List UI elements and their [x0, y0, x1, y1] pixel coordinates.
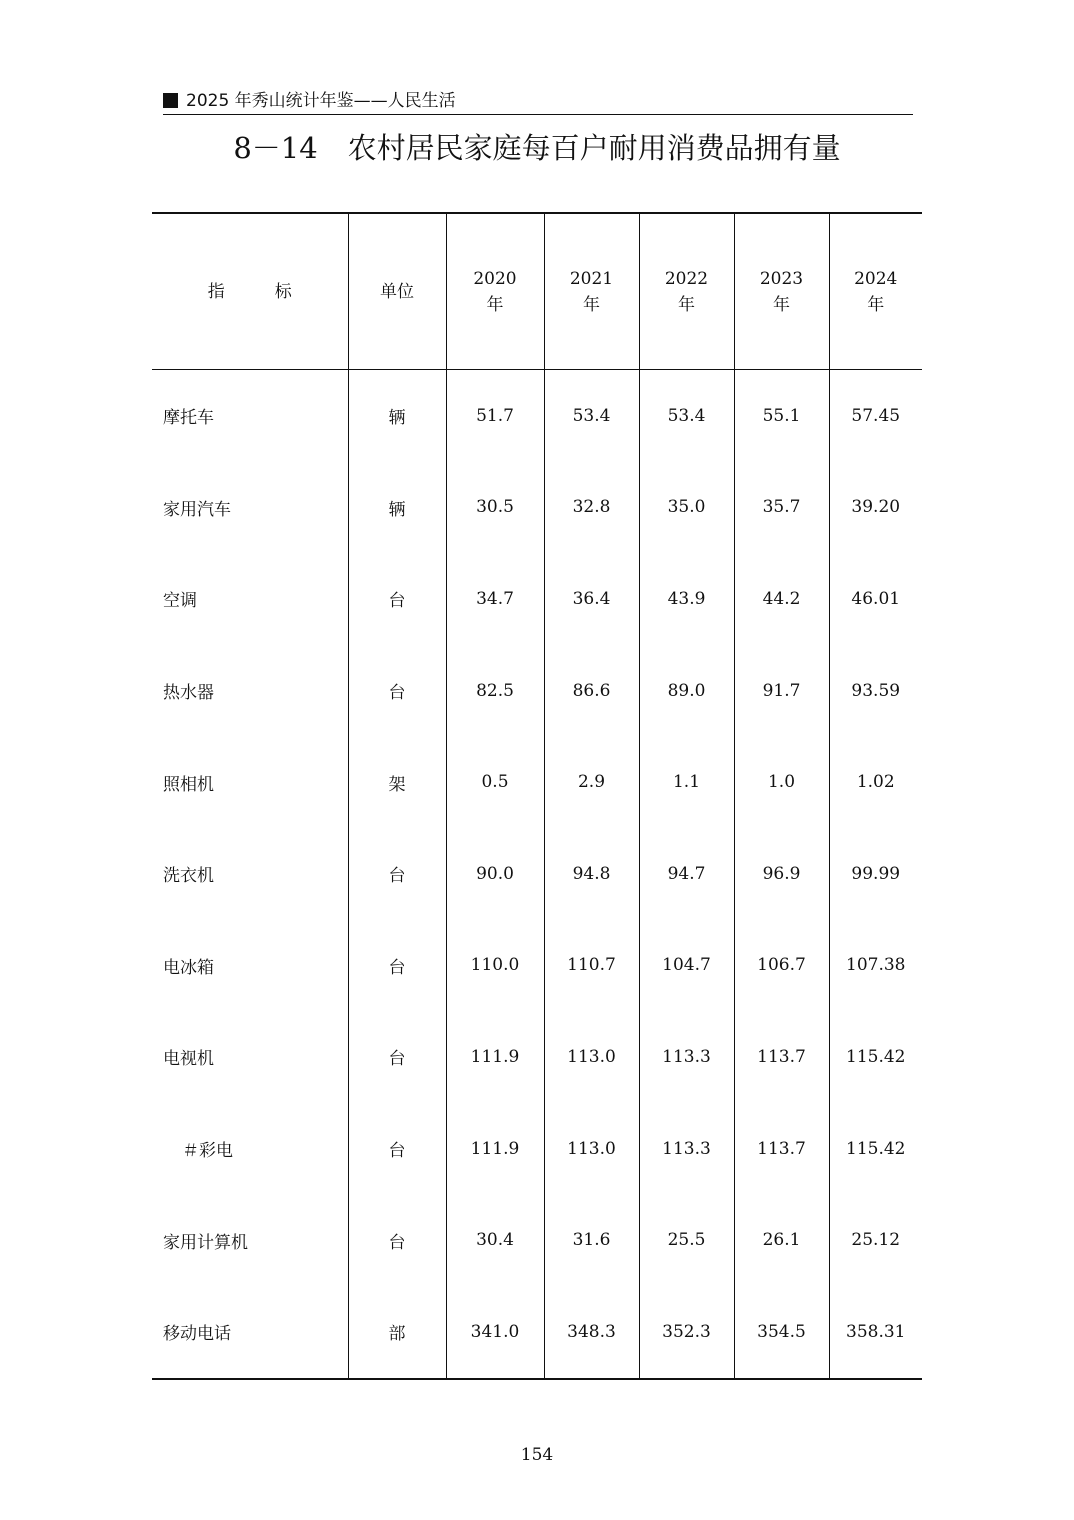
- cell-value: 113.0: [544, 1103, 639, 1195]
- cell-value: 115.42: [829, 1103, 922, 1195]
- cell-value: 57.45: [829, 370, 922, 462]
- cell-value: 113.7: [734, 1011, 829, 1103]
- cell-value: 348.3: [544, 1286, 639, 1379]
- cell-value: 113.7: [734, 1103, 829, 1195]
- cell-value: 82.5: [446, 645, 544, 737]
- cell-value: 354.5: [734, 1286, 829, 1379]
- cell-value: 89.0: [639, 645, 734, 737]
- cell-value: 91.7: [734, 645, 829, 737]
- table-number: 8－14: [233, 131, 318, 165]
- running-header: [163, 88, 913, 114]
- cell-value: 30.4: [446, 1194, 544, 1286]
- cell-value: 94.7: [639, 828, 734, 920]
- table-row: [152, 1011, 922, 1103]
- header-year: [639, 213, 734, 370]
- header-rule: [163, 114, 913, 115]
- cell-value: 1.1: [639, 736, 734, 828]
- header-indicator: [152, 213, 348, 370]
- cell-value: 107.38: [829, 920, 922, 1012]
- header-year: [734, 213, 829, 370]
- cell-value: 2.9: [544, 736, 639, 828]
- row-indicator: ＃彩电: [182, 1141, 233, 1162]
- cell-value: 104.7: [639, 920, 734, 1012]
- table-row: [152, 1103, 922, 1195]
- header-year: [829, 213, 922, 370]
- header-year-suffix: 年: [583, 294, 600, 315]
- cell-value: 51.7: [446, 370, 544, 462]
- cell-value: 36.4: [544, 553, 639, 645]
- cell-value: 115.42: [829, 1011, 922, 1103]
- table-title: 农村居民家庭每百户耐用消费品拥有量: [347, 131, 841, 165]
- table-row: [152, 553, 922, 645]
- cell-value: 99.99: [829, 828, 922, 920]
- cell-value: 111.9: [446, 1103, 544, 1195]
- cell-value: 96.9: [734, 828, 829, 920]
- header-year-suffix: 年: [773, 294, 790, 315]
- table-row: [152, 645, 922, 737]
- header-year-suffix: 年: [486, 294, 504, 315]
- row-indicator: 电视机: [163, 1049, 214, 1070]
- page-number: 154: [520, 1445, 554, 1465]
- cell-value: 113.0: [544, 1011, 639, 1103]
- header-year-value: 2020: [473, 268, 517, 289]
- cell-value: 34.7: [446, 553, 544, 645]
- running-title: 2025 年秀山统计年鉴——人民生活: [186, 91, 456, 111]
- row-unit: 台: [348, 920, 446, 1012]
- header-year-value: 2023: [759, 268, 804, 289]
- cell-value: 1.0: [734, 736, 829, 828]
- cell-value: 43.9: [639, 553, 734, 645]
- table-header-row: [152, 213, 922, 370]
- cell-value: 113.3: [639, 1011, 734, 1103]
- cell-value: 46.01: [829, 553, 922, 645]
- header-year-value: 2022: [664, 268, 709, 289]
- table-row: [152, 1194, 922, 1286]
- cell-value: 352.3: [639, 1286, 734, 1379]
- row-indicator: 空调: [163, 591, 197, 612]
- row-unit: 台: [348, 1194, 446, 1286]
- cell-value: 35.0: [639, 462, 734, 554]
- header-year: [446, 213, 544, 370]
- row-unit: 台: [348, 553, 446, 645]
- cell-value: 86.6: [544, 645, 639, 737]
- header-indicator-char-1: 指: [207, 281, 225, 302]
- table-row: [152, 462, 922, 554]
- data-table: [152, 212, 922, 1380]
- table-row: [152, 736, 922, 828]
- cell-value: 111.9: [446, 1011, 544, 1103]
- row-unit: 台: [348, 645, 446, 737]
- row-indicator: 洗衣机: [163, 866, 214, 887]
- header-year-value: 2021: [569, 268, 614, 289]
- row-indicator: 照相机: [163, 774, 214, 795]
- cell-value: 0.5: [446, 736, 544, 828]
- cell-value: 32.8: [544, 462, 639, 554]
- row-unit: 辆: [348, 370, 446, 462]
- table-row: [152, 370, 922, 462]
- cell-value: 39.20: [829, 462, 922, 554]
- row-indicator: 家用汽车: [163, 499, 231, 520]
- row-indicator: 家用计算机: [163, 1232, 248, 1253]
- cell-value: 1.02: [829, 736, 922, 828]
- cell-value: 31.6: [544, 1194, 639, 1286]
- row-unit: 部: [348, 1286, 446, 1379]
- cell-value: 358.31: [829, 1286, 922, 1379]
- header-unit: 单位: [348, 213, 446, 370]
- page-title: [0, 128, 1074, 168]
- cell-value: 106.7: [734, 920, 829, 1012]
- cell-value: 113.3: [639, 1103, 734, 1195]
- row-unit: 台: [348, 1011, 446, 1103]
- row-unit: 台: [348, 1103, 446, 1195]
- header-indicator-char-2: 标: [274, 281, 292, 302]
- row-indicator: 电冰箱: [163, 957, 214, 978]
- cell-value: 53.4: [639, 370, 734, 462]
- table-row: [152, 1286, 922, 1379]
- header-year: [544, 213, 639, 370]
- cell-value: 55.1: [734, 370, 829, 462]
- row-unit: 辆: [348, 462, 446, 554]
- row-indicator: 移动电话: [163, 1324, 231, 1345]
- row-indicator: 热水器: [163, 683, 214, 704]
- cell-value: 90.0: [446, 828, 544, 920]
- cell-value: 110.0: [446, 920, 544, 1012]
- cell-value: 110.7: [544, 920, 639, 1012]
- cell-value: 30.5: [446, 462, 544, 554]
- cell-value: 44.2: [734, 553, 829, 645]
- cell-value: 53.4: [544, 370, 639, 462]
- header-square-mark: [163, 93, 178, 108]
- row-unit: 架: [348, 736, 446, 828]
- cell-value: 93.59: [829, 645, 922, 737]
- cell-value: 26.1: [734, 1194, 829, 1286]
- header-year-value: 2024: [854, 268, 898, 289]
- header-year-suffix: 年: [867, 294, 885, 315]
- table-row: [152, 920, 922, 1012]
- cell-value: 35.7: [734, 462, 829, 554]
- row-unit: 台: [348, 828, 446, 920]
- cell-value: 25.12: [829, 1194, 922, 1286]
- cell-value: 94.8: [544, 828, 639, 920]
- row-indicator: 摩托车: [163, 408, 214, 429]
- cell-value: 25.5: [639, 1194, 734, 1286]
- header-year-suffix: 年: [678, 294, 695, 315]
- table-row: [152, 828, 922, 920]
- cell-value: 341.0: [446, 1286, 544, 1379]
